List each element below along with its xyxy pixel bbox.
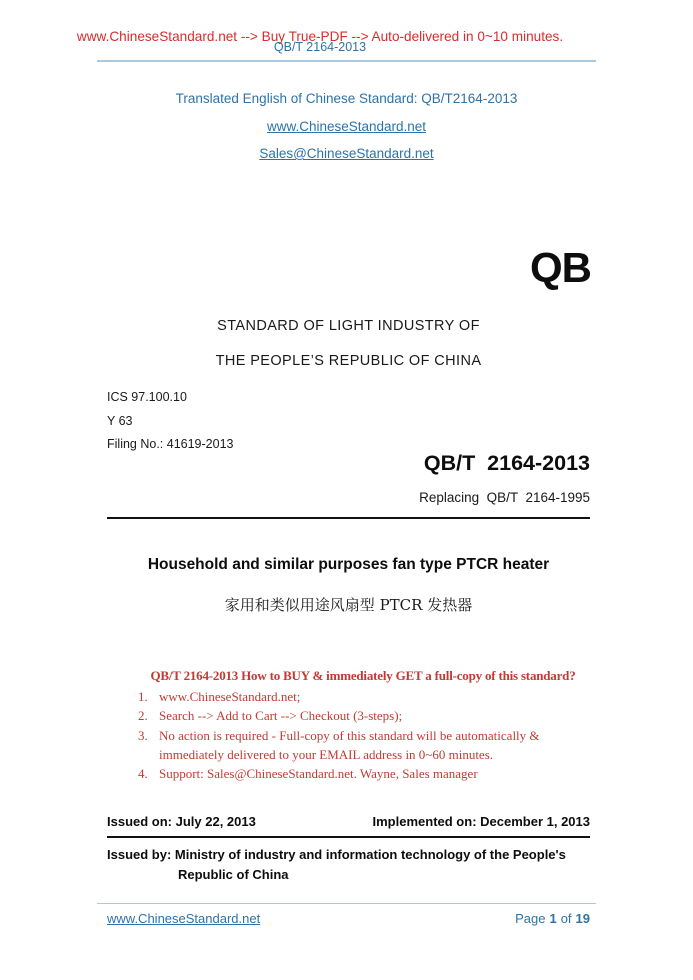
page-label: Page — [515, 911, 546, 926]
standard-divider — [107, 517, 590, 519]
issuer-heading-line2: THE PEOPLE’S REPUBLIC OF CHINA — [215, 353, 482, 369]
buy-step-number: 2. — [138, 708, 148, 724]
document-title-zh: 家用和类似用途风扇型 PTCR 发热器 — [224, 596, 473, 614]
buy-watermark-banner: www.ChineseStandard.net --> Buy True-PDF --> Auto-delivered in 0~10 minutes. — [76, 29, 564, 44]
buy-step-text: Support: Sales@ChineseStandard.net. Wayne, Sales manager — [159, 766, 478, 782]
site-link[interactable]: www.ChineseStandard.net — [266, 119, 427, 134]
buy-instructions-heading: QB/T 2164-2013 How to BUY & immediately GET a full-copy of this standard? — [150, 668, 576, 683]
qb-logo: QB — [530, 244, 591, 291]
page-number: 1 — [549, 911, 557, 926]
buy-step-2 — [138, 706, 588, 725]
footer — [107, 911, 590, 926]
translated-standard-line: Translated English of Chinese Standard: QB/T2164-2013 — [175, 91, 518, 106]
class-code: Y 63 — [107, 414, 133, 428]
buy-step-text: www.ChineseStandard.net; — [159, 689, 301, 705]
footer-divider — [97, 903, 596, 904]
page-indicator — [515, 911, 590, 926]
buy-step-4 — [138, 764, 588, 783]
document-title-en: Household and similar purposes fan type PTCR heater — [147, 556, 550, 573]
buy-step-number: 1. — [138, 689, 148, 705]
implemented-on-date: Implemented on: December 1, 2013 — [372, 814, 590, 829]
filing-number: Filing No.: 41619-2013 — [107, 437, 234, 451]
sales-email-link[interactable]: Sales@ChineseStandard.net — [259, 146, 434, 161]
replacing-note: Replacing QB/T 2164-1995 — [419, 490, 590, 505]
running-header-doc-code: QB/T 2164-2013 — [273, 40, 367, 54]
issued-by-block — [107, 845, 599, 884]
buy-step-number: 4. — [138, 766, 148, 782]
dates-divider — [107, 836, 590, 838]
buy-step-number: 3. — [138, 727, 148, 743]
buy-step-1 — [138, 687, 588, 706]
buy-step-text: Search --> Add to Cart --> Checkout (3-steps); — [159, 708, 403, 724]
buy-instructions-box — [138, 666, 588, 783]
footer-site-link[interactable]: www.ChineseStandard.net — [107, 911, 261, 926]
issued-on-date: Issued on: July 22, 2013 — [107, 814, 256, 829]
dates-row — [107, 814, 590, 829]
of-label: of — [560, 911, 572, 926]
standard-code: QB/T 2164-2013 — [423, 451, 590, 475]
buy-step-text: No action is required - Full-copy of this standard will be automatically & immediately delivered to your EMAIL address in 0~60 minutes. — [159, 727, 540, 762]
header-divider — [97, 60, 596, 62]
ics-code: ICS 97.100.10 — [107, 390, 187, 404]
issued-by-line1: Issued by: Ministry of industry and information technology of the People's — [107, 847, 566, 862]
issuer-heading-line1: STANDARD OF LIGHT INDUSTRY OF — [217, 318, 480, 334]
total-pages: 19 — [575, 911, 590, 926]
issued-by-line2: Republic of China — [178, 866, 289, 882]
buy-step-3 — [138, 726, 588, 764]
